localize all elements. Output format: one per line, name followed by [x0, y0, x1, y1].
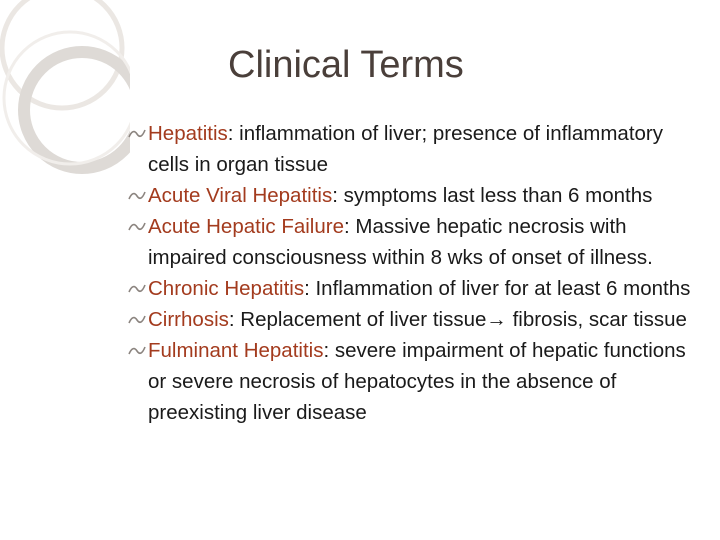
definition-text: : Massive hepatic necrosis with impaired consciousness within 8 wks of onset of illness. [148, 215, 653, 269]
term-label: Fulminant Hepatitis [148, 339, 324, 362]
wave-bullet-icon [128, 127, 146, 140]
list-item [128, 304, 698, 335]
decorative-circles [0, 0, 130, 540]
list-item [128, 273, 698, 304]
list-item [128, 118, 698, 180]
bullet-list [128, 118, 698, 428]
list-item [128, 335, 698, 428]
term-label: Cirrhosis [148, 308, 229, 331]
term-label: Acute Viral Hepatitis [148, 184, 333, 207]
term-label: Acute Hepatic Failure [148, 215, 344, 238]
wave-bullet-icon [128, 282, 146, 295]
wave-bullet-icon [128, 344, 146, 357]
wave-bullet-icon [128, 313, 146, 326]
definition-text: : Replacement of liver tissue→ fibrosis, scar tissue [228, 308, 687, 331]
list-item [128, 211, 698, 273]
term-label: Chronic Hepatitis [148, 277, 305, 300]
definition-text: : severe impairment of hepatic functions or severe necrosis of hepatocytes in the absence of preexisting liver disease [148, 339, 686, 424]
definition-text: : inflammation of liver; presence of inflammatory cells in organ tissue [148, 122, 663, 176]
list-item [128, 180, 698, 211]
wave-bullet-icon [128, 220, 146, 233]
term-label: Hepatitis [148, 122, 228, 145]
slide-title: Clinical Terms [228, 44, 464, 86]
definition-text: : symptoms last less than 6 months [332, 184, 653, 207]
wave-bullet-icon [128, 189, 146, 202]
definition-text: : Inflammation of liver for at least 6 months [304, 277, 691, 300]
